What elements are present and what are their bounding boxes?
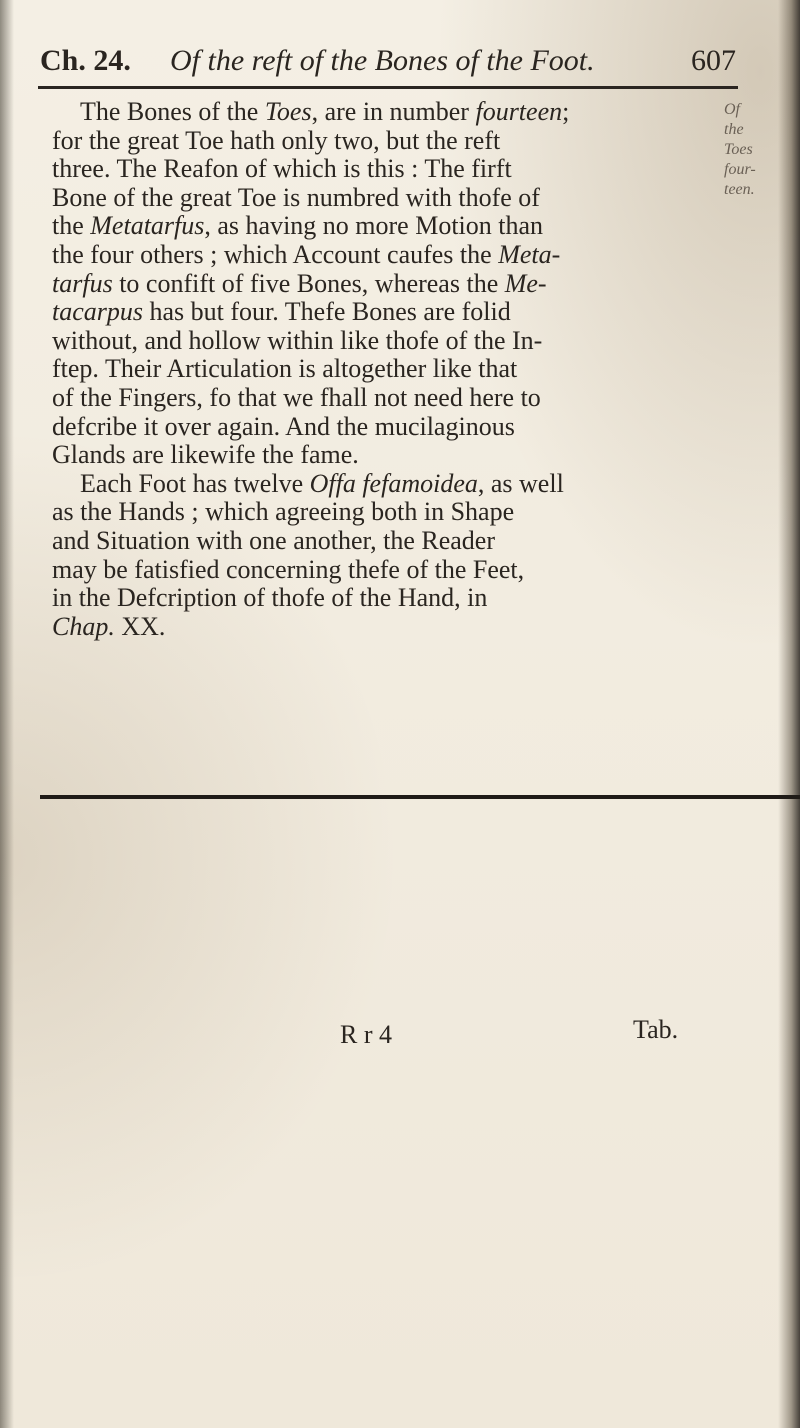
text-line: [52, 413, 724, 442]
text-segment: defcribe it over again. And the mucilaginous: [52, 411, 515, 441]
text-segment: has but four. Thefe Bones are folid: [143, 297, 511, 327]
text-line: [52, 155, 724, 184]
text-line: [52, 98, 724, 127]
page-shadow-left: [0, 0, 14, 1428]
margin-note: [724, 100, 780, 200]
text-line: [52, 298, 724, 327]
body-text: [52, 98, 724, 641]
text-segment: without, and hollow within like thofe of the In-: [52, 325, 543, 355]
text-segment: Each Foot has twelve: [80, 468, 310, 498]
text-segment: XX.: [114, 611, 166, 641]
text-segment: of the Fingers, fo that we fhall not need here to: [52, 382, 541, 412]
catchword: Tab.: [633, 1015, 679, 1044]
italic-text: Me-: [504, 268, 547, 298]
text-segment: , as well: [477, 468, 564, 498]
text-line: [52, 613, 724, 642]
text-segment: the: [52, 211, 91, 241]
text-segment: , are in number: [311, 97, 476, 126]
text-segment: ftep. Their Articulation is altogether like that: [52, 354, 518, 384]
text-segment: Bone of the great Toe is numbred with thofe of: [52, 182, 540, 212]
text-line: [52, 584, 724, 613]
text-segment: three. The Reafon of which is this : The firft: [52, 154, 512, 184]
text-segment: , as having no more Motion than: [204, 211, 544, 241]
running-title: Of the reft of the Bones of the Foot.: [170, 44, 595, 77]
text-segment: Glands are likewife the fame.: [52, 440, 359, 470]
text-segment: the four others ; which Account caufes the: [52, 239, 499, 269]
page-shadow-right: [778, 0, 800, 1428]
italic-text: tacarpus: [52, 297, 143, 327]
text-segment: for the great Toe hath only two, but the reft: [52, 125, 501, 155]
italic-text: Toes: [264, 97, 312, 126]
chapter-label: Ch. 24.: [40, 44, 131, 77]
text-line: [52, 355, 724, 384]
page-number: 607: [691, 44, 736, 77]
italic-text: tarfus: [52, 268, 113, 298]
text-segment: as the Hands ; which agreeing both in Shape: [52, 497, 515, 527]
text-segment: and Situation with one another, the Reader: [52, 525, 496, 555]
text-line: [52, 127, 724, 156]
text-line: [52, 241, 724, 270]
italic-text: fourteen: [475, 97, 563, 126]
text-line: [52, 498, 724, 527]
printer-signature: R r 4: [340, 1020, 392, 1049]
running-head: [40, 44, 740, 84]
text-segment: may be fatisfied concerning thefe of the Feet,: [52, 554, 525, 584]
margin-note-word: the: [724, 121, 744, 138]
text-line: [52, 441, 724, 470]
italic-text: Chap.: [52, 611, 115, 641]
text-line: [52, 212, 724, 241]
text-line: [52, 470, 724, 499]
italic-text: Offa fefamoidea: [309, 468, 478, 498]
text-segment: The Bones of the: [80, 97, 265, 126]
italic-text: Metatarfus: [90, 211, 205, 241]
text-line: [52, 527, 724, 556]
margin-note-word: Of: [724, 101, 740, 118]
section-rule: [40, 795, 800, 799]
margin-note-word: Toes: [724, 141, 753, 158]
text-segment: ;: [562, 97, 570, 126]
margin-note-word: teen.: [724, 181, 755, 198]
margin-note-word: four-: [724, 161, 756, 178]
text-line: [52, 184, 724, 213]
text-line: [52, 327, 724, 356]
text-line: [52, 556, 724, 585]
italic-text: Meta-: [498, 239, 561, 269]
text-segment: to confift of five Bones, whereas the: [112, 268, 505, 298]
text-line: [52, 384, 724, 413]
header-rule: [38, 86, 738, 89]
text-segment: in the Defcription of thofe of the Hand, in: [52, 583, 488, 613]
text-line: [52, 270, 724, 299]
